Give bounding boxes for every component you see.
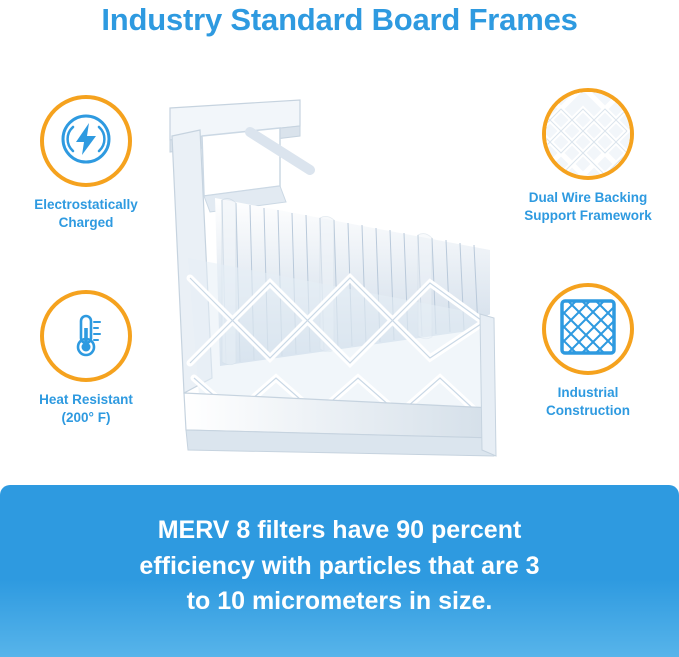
feature-label-line2: (200° F) — [61, 410, 111, 426]
feature-label-line1: Dual Wire Backing — [528, 190, 648, 205]
merv-info-banner — [0, 485, 679, 657]
banner-text — [40, 513, 639, 620]
banner-line-2: efficiency with particles that are 3 — [139, 551, 540, 580]
badge-circle-wire — [542, 88, 634, 180]
feature-label-electro — [6, 196, 166, 232]
badge-circle-heat — [40, 290, 132, 382]
feature-label-line2: Support Framework — [524, 208, 652, 224]
feature-label-heat — [6, 391, 166, 427]
page-title: Industry Standard Board Frames — [101, 2, 578, 37]
badge-circle-electro — [40, 95, 132, 187]
banner-line-1: MERV 8 filters have 90 percent — [157, 516, 522, 544]
feature-electrostatically-charged — [6, 95, 166, 232]
thermometer-icon — [58, 306, 114, 367]
feature-label-wire — [508, 189, 668, 225]
banner-line-3: to 10 micrometers in size. — [186, 587, 493, 615]
feature-label-line1: Electrostatically — [34, 197, 138, 212]
wire-mesh-icon — [545, 89, 631, 180]
pleated-air-filter-illustration — [160, 78, 510, 473]
badge-circle-industrial — [542, 283, 634, 375]
feature-label-line1: Industrial — [557, 385, 619, 400]
grid-frame-icon — [558, 297, 618, 362]
feature-dual-wire-backing — [508, 88, 668, 225]
lightning-bolt-icon — [58, 111, 114, 172]
feature-heat-resistant — [6, 290, 166, 427]
feature-label-line2: Charged — [58, 215, 114, 231]
feature-label-industrial — [508, 384, 668, 420]
feature-industrial-construction — [508, 283, 668, 420]
feature-label-line1: Heat Resistant — [39, 392, 133, 407]
feature-label-line2: Construction — [546, 403, 630, 419]
